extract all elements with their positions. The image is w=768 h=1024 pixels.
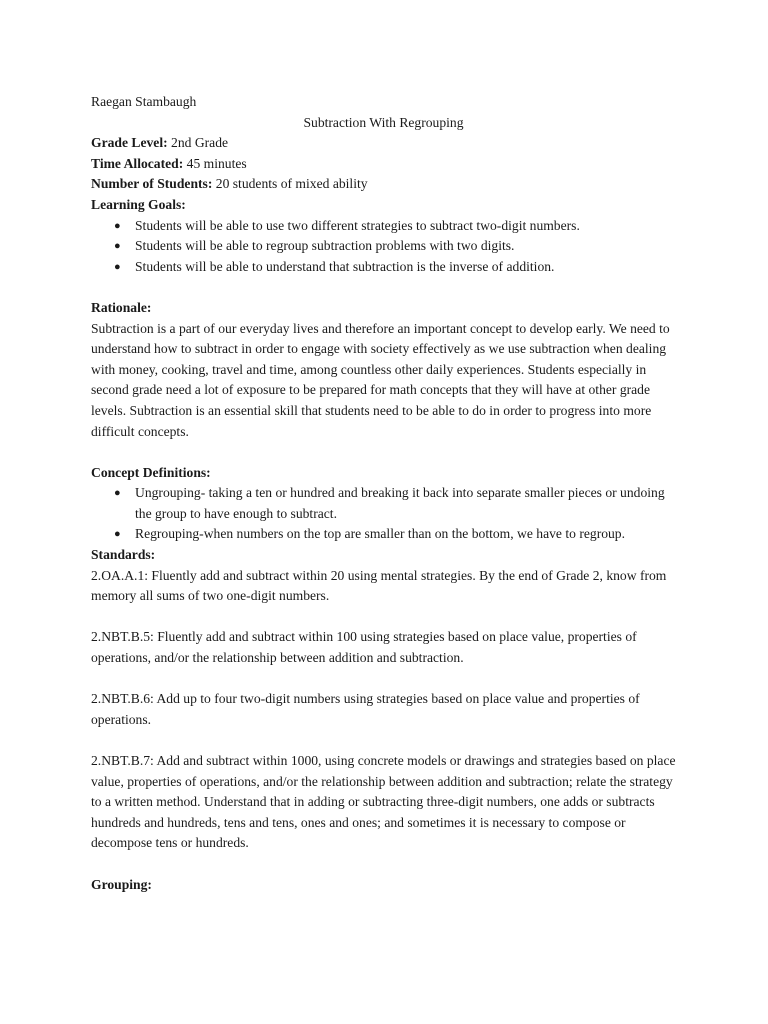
list-item xyxy=(114,257,676,278)
list-item xyxy=(114,236,676,257)
spacer xyxy=(91,730,676,751)
bullet-icon: ● xyxy=(114,240,121,253)
concept-text: Regrouping-when numbers on the top are smaller than on the bottom, we have to regroup. xyxy=(135,526,626,542)
grade-level-label: Grade Level: xyxy=(91,135,168,151)
number-of-students-label: Number of Students: xyxy=(91,176,213,192)
bullet-icon: ● xyxy=(114,487,121,500)
concept-text: Ungrouping- taking a ten or hundred and breaking it back into separate smaller pieces or undoing the group to have enough to subtract. xyxy=(135,485,665,521)
grade-level-row xyxy=(91,133,676,154)
spacer xyxy=(91,607,676,628)
document-title: Subtraction With Regrouping xyxy=(303,114,464,130)
number-of-students-value: 20 students of mixed ability xyxy=(215,176,368,192)
spacer xyxy=(91,442,676,463)
standard-2-oa-a-1: 2.OA.A.1: Fluently add and subtract within 20 using mental strategies. By the end of Grade 2, know from memory all sums of two one-digit numbers. xyxy=(91,567,667,604)
standard-2-nbt-b-7: 2.NBT.B.7: Add and subtract within 1000, using concrete models or drawings and strategies based on place value, properties of operations, and/or the relationship between addition and subtraction; relate the strategy to a written method. Understand that in adding or subtracting three-digit numbers, one adds or subtracts hundreds and hundreds, tens and tens, ones and ones; and sometimes it is necessary to compose or decompose tens or hundreds. xyxy=(91,753,676,851)
standards-heading: Standards: xyxy=(91,547,156,563)
rationale-heading: Rationale: xyxy=(91,299,152,315)
grouping-heading: Grouping: xyxy=(91,876,152,892)
spacer xyxy=(91,854,676,875)
spacer xyxy=(91,277,676,298)
bullet-icon: ● xyxy=(114,260,121,273)
bullet-icon: ● xyxy=(114,219,121,232)
list-item xyxy=(114,216,676,237)
list-item xyxy=(114,524,676,545)
time-allocated-row xyxy=(91,154,676,175)
time-allocated-label: Time Allocated: xyxy=(91,155,184,171)
learning-goal-text: Students will be able to regroup subtraction problems with two digits. xyxy=(135,238,515,254)
number-of-students-row xyxy=(91,174,676,195)
bullet-icon: ● xyxy=(114,528,121,541)
grade-level-value: 2nd Grade xyxy=(171,135,229,151)
learning-goals-list xyxy=(91,216,676,278)
learning-goals-heading: Learning Goals: xyxy=(91,196,186,212)
list-item xyxy=(114,483,676,524)
time-allocated-value: 45 minutes xyxy=(186,155,247,171)
learning-goal-text: Students will be able to use two different strategies to subtract two-digit numbers. xyxy=(135,217,580,233)
spacer xyxy=(91,669,676,690)
concept-definitions-heading: Concept Definitions: xyxy=(91,464,211,480)
standard-2-nbt-b-5: 2.NBT.B.5: Fluently add and subtract within 100 using strategies based on place value, properties of operations, and/or the relationship between addition and subtraction. xyxy=(91,629,637,666)
author-name: Raegan Stambaugh xyxy=(91,94,197,109)
standard-2-nbt-b-6: 2.NBT.B.6: Add up to four two-digit numbers using strategies based on place value and properties of operations. xyxy=(91,691,640,727)
concept-definitions-list xyxy=(91,483,676,545)
rationale-text: Subtraction is a part of our everyday lives and therefore an important concept to develop early. We need to understand how to subtract in order to engage with society effectively as we use subtraction when dealing with money, cooking, travel and time, among countless other daily experiences. Students especially in second grade need a lot of exposure to be prepared for math concepts that they will have at other grade levels. Subtraction is an essential skill that students need to be able to do in order to progress into more difficult concepts. xyxy=(91,320,670,439)
learning-goal-text: Students will be able to understand that subtraction is the inverse of addition. xyxy=(135,258,555,274)
